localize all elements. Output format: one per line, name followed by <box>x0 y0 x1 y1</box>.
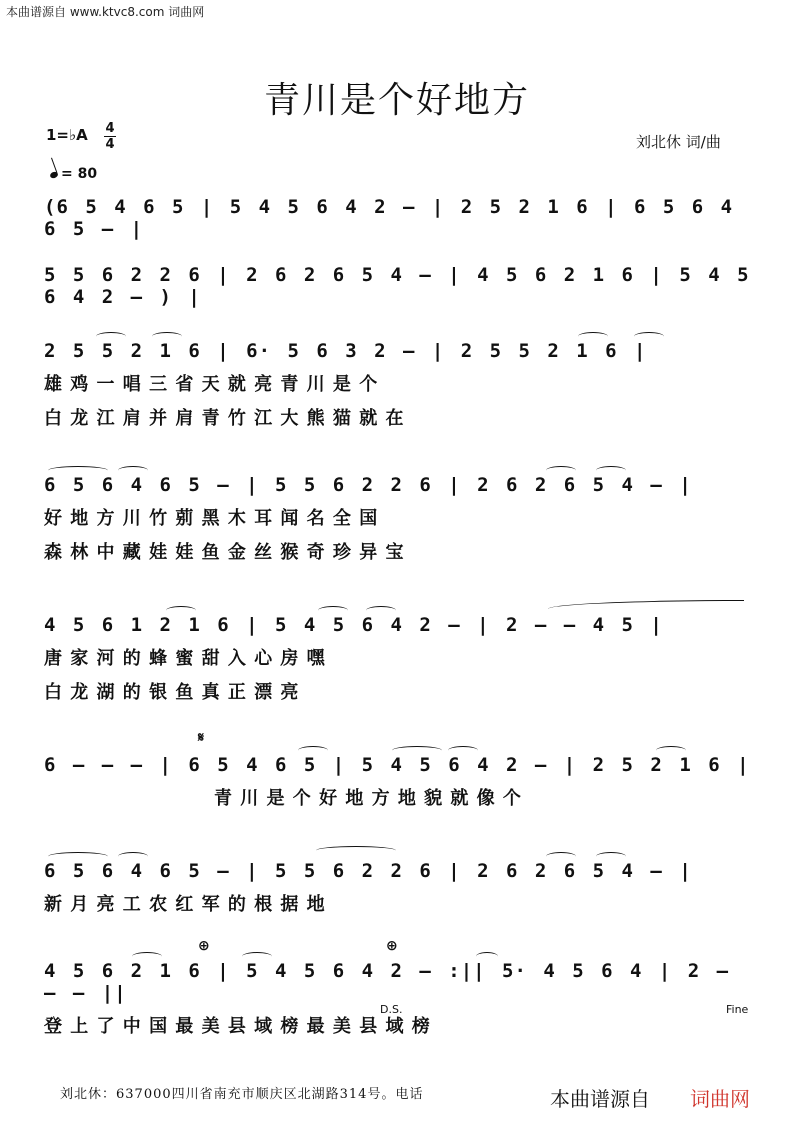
tempo-marking <box>50 166 97 182</box>
slur <box>578 332 608 341</box>
slur-long <box>548 600 744 609</box>
slur <box>366 606 396 615</box>
slur <box>596 466 626 475</box>
notes-row-2: 5 5 6 2 2 6 | 2 6 2 6 5 4 — | 4 5 6 2 1 6 | 5 4 5 6 4 2 — ) | <box>44 264 750 308</box>
key-signature: 1=♭A <box>46 126 88 144</box>
slur <box>48 852 108 861</box>
footer-brand-link[interactable]: 词曲网 <box>690 1087 750 1111</box>
segno-icon: 𝄋 <box>198 730 205 746</box>
tempo-value: = 80 <box>61 166 98 182</box>
slur <box>546 466 576 475</box>
staff-row-2 <box>44 264 756 308</box>
slur <box>132 952 162 961</box>
slur <box>152 332 182 341</box>
slur <box>596 852 626 861</box>
lyrics-row-6-verse-1: 青 川 是 个 好 地 方 地 貌 就 像 个 <box>214 788 522 809</box>
time-signature <box>104 122 116 151</box>
staff-row-4 <box>44 474 756 564</box>
staff-row-1 <box>44 196 756 240</box>
slur <box>634 332 664 341</box>
lyrics-row-4-verse-1: 好 地 方 川 竹 莂 黑 木 耳 闻 名 全 国 <box>44 508 379 529</box>
slur <box>118 466 148 475</box>
staff-row-6 <box>44 754 756 810</box>
notes-row-6: 6 — — — | 6 5 4 6 5 | 5 4 5 6 4 2 — | 2 5 2 1 6 | <box>44 754 750 776</box>
footer-contact: 刘北休：637000四川省南充市顺庆区北湖路314号。电话 <box>60 1087 424 1102</box>
song-title: 青川是个好地方 <box>263 80 530 121</box>
staff-row-3 <box>44 340 756 430</box>
lyrics-row-8-verse-1: 登 上 了 中 国 最 美 县 域 榜 最 美 县 域 榜 <box>44 1016 431 1037</box>
time-sig-top: 4 <box>105 121 115 136</box>
lyrics-row-7-verse-1: 新 月 亮 工 农 红 军 的 根 据 地 <box>44 894 326 915</box>
time-sig-bottom: 4 <box>105 137 115 152</box>
footer-brand: 本曲谱源自 <box>550 1087 650 1111</box>
slur <box>242 952 272 961</box>
staff-row-5 <box>44 614 756 704</box>
watermark-header: 本曲谱源自 www.ktvc8.com 词曲网 <box>6 5 205 19</box>
lyrics-row-3-verse-1: 雄 鸡 一 唱 三 省 天 就 亮 青 川 是 个 <box>44 374 379 395</box>
coda-icon-1: ⊕ <box>198 938 210 954</box>
slur <box>118 852 148 861</box>
staff-row-7 <box>44 860 756 916</box>
slur <box>96 332 126 341</box>
notes-row-7: 6 5 6 4 6 5 — | 5 5 6 2 2 6 | 2 6 2 6 5 4 — | <box>44 860 692 882</box>
slur <box>166 606 196 615</box>
lyrics-row-4-verse-2: 森 林 中 藏 娃 娃 鱼 金 丝 猴 奇 珍 异 宝 <box>44 542 405 563</box>
ds-marking: D.S. <box>380 1003 403 1016</box>
notes-row-8: 4 5 6 2 1 6 | 5 4 5 6 4 2 — :|| 5· 4 5 6 4 | 2 — — — || <box>44 960 730 1004</box>
notes-row-5: 4 5 6 1 2 1 6 | 5 4 5 6 4 2 — | 2 — — 4 5 | <box>44 614 663 636</box>
notes-row-1: (6 5 4 6 5 | 5 4 5 6 4 2 — | 2 5 2 1 6 | 6 5 6 4 6 5 — | <box>44 196 734 240</box>
fine-marking: Fine <box>726 1003 749 1016</box>
slur <box>316 846 396 855</box>
notes-row-3: 2 5 5 2 1 6 | 6· 5 6 3 2 — | 2 5 5 2 1 6 | <box>44 340 647 362</box>
slur <box>318 606 348 615</box>
lyrics-row-3-verse-2: 白 龙 江 肩 并 肩 青 竹 江 大 熊 猫 就 在 <box>44 408 405 429</box>
slur <box>48 466 108 475</box>
coda-icon-2: ⊕ <box>386 938 398 954</box>
slur <box>656 746 686 755</box>
quarter-note-icon <box>49 171 59 179</box>
staff-row-8 <box>44 960 756 1038</box>
slur <box>298 746 328 755</box>
lyrics-row-5-verse-1: 唐 家 河 的 蜂 蜜 甜 入 心 房 嘿 <box>44 648 326 669</box>
slur <box>392 746 442 755</box>
slur <box>448 746 478 755</box>
notes-row-4: 6 5 6 4 6 5 — | 5 5 6 2 2 6 | 2 6 2 6 5 4 — | <box>44 474 692 496</box>
lyrics-row-5-verse-2: 白 龙 湖 的 银 鱼 真 正 漂 亮 <box>44 682 300 703</box>
slur <box>546 852 576 861</box>
slur <box>476 952 498 961</box>
author-credit: 刘北休 词/曲 <box>636 133 721 151</box>
